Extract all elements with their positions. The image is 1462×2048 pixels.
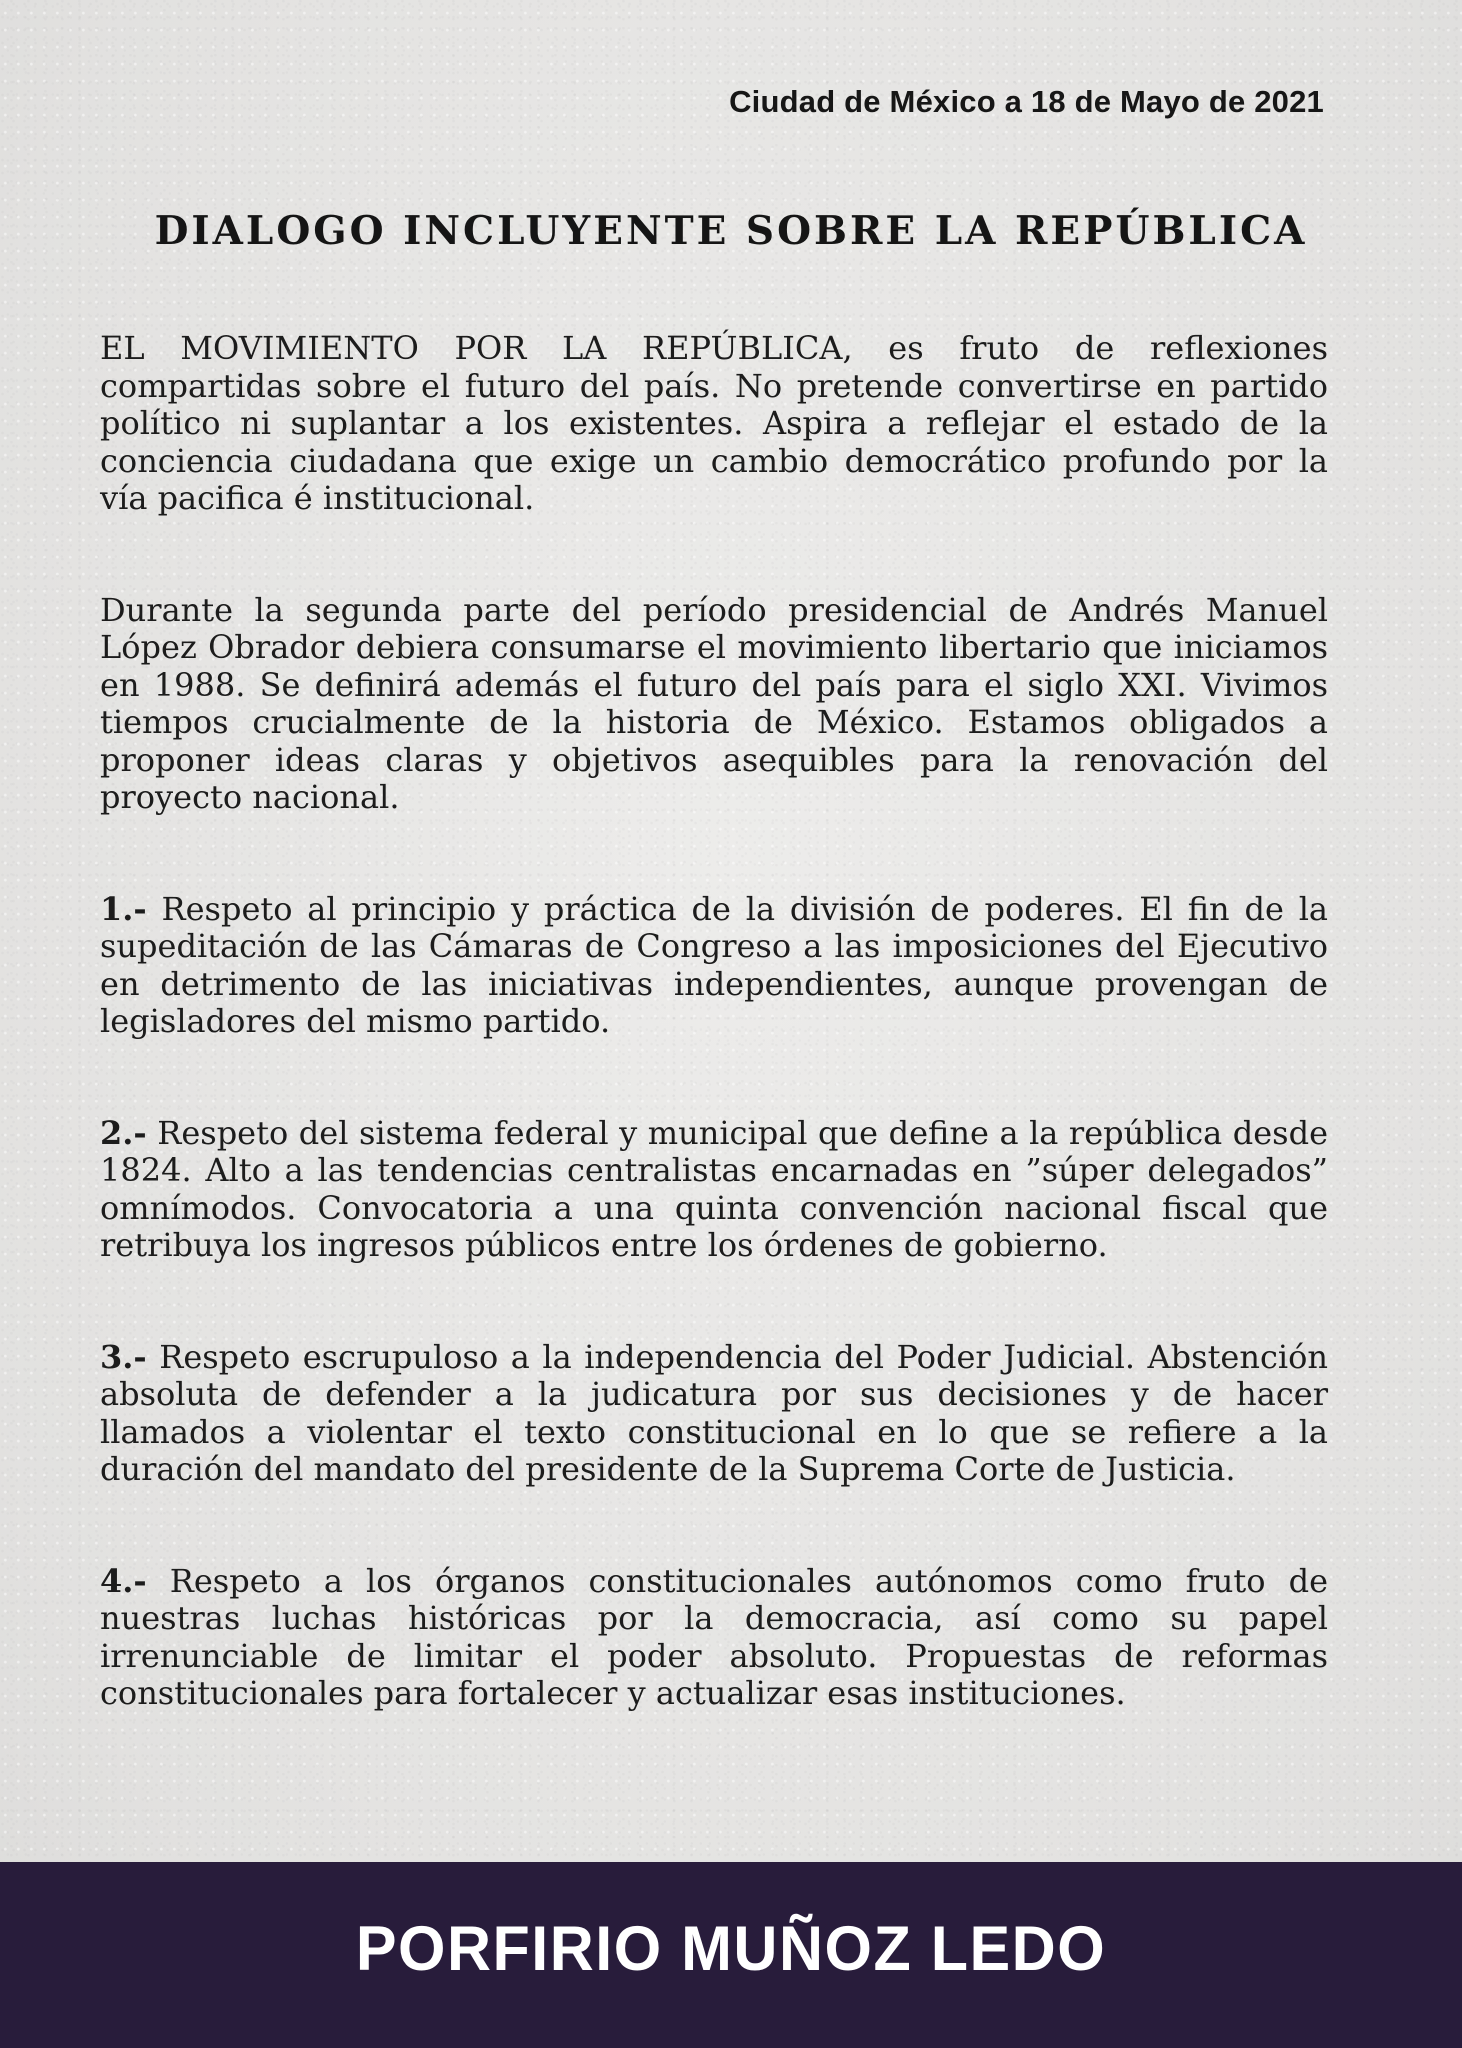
- paragraph-number: 3.-: [100, 1337, 147, 1376]
- paragraph-number: 2.-: [100, 1113, 147, 1152]
- paragraph-text: Respeto al principio y práctica de la división de poderes. El fin de la supeditación de las Cámaras de Congreso a las imposiciones del Ejecutivo en detrimento de las iniciativas independientes, aunque provengan de legisladores del mismo partido.: [100, 889, 1329, 1040]
- paragraph-text: Respeto a los órganos constitucionales autónomos como fruto de nuestras luchas históricas por la democracia, así como su papel irrenunciable de limitar el poder absoluto. Propuestas de reformas constitucionales para fortalecer y actualizar esas instituciones.: [100, 1561, 1329, 1712]
- signature-name: PORFIRIO MUÑOZ LEDO: [355, 1912, 1107, 1984]
- paragraph-text: Respeto escrupuloso a la independencia del Poder Judicial. Abstención absoluta de defender a la judicatura por sus decisiones y de hacer llamados a violentar el texto constitucional en lo que se refiere a la duración del mandato del presidente de la Suprema Corte de Justicia.: [100, 1337, 1329, 1488]
- date-line: Ciudad de México a 18 de Mayo de 2021: [729, 84, 1324, 119]
- document-title: DIALOGO INCLUYENTE SOBRE LA REPÚBLICA: [154, 208, 1308, 254]
- paragraph-item-1: [100, 891, 1328, 1041]
- paragraph-item-3: [100, 1339, 1328, 1489]
- paragraph-number: 1.-: [100, 889, 147, 928]
- paragraph-text: Durante la segunda parte del período presidencial de Andrés Manuel López Obrador debiera consumarse el movimiento libertario que iniciamos en 1988. Se definirá además el futuro del país para el siglo XXI. Vivimos tiempos crucialmente de la historia de México. Estamos obligados a proponer ideas claras y objetivos asequibles para la renovación del proyecto nacional.: [100, 590, 1328, 816]
- paragraph-item-2: [100, 1115, 1328, 1265]
- paragraph-text: EL MOVIMIENTO POR LA REPÚBLICA, es fruto de reflexiones compartidas sobre el futuro del país. No pretende convertirse en partido político ni suplantar a los existentes. Aspira a reflejar el estado de la conciencia ciudadana que exige un cambio democrático profundo por la vía pacifica é institucional.: [100, 329, 1328, 517]
- document-body: [100, 330, 1328, 1713]
- paragraph-text: Respeto del sistema federal y municipal que define a la república desde 1824. Alto a las tendencias centralistas encarnadas en ”súper delegados” omnímodos. Convocatoria a una quinta convención nacional fiscal que retribuya los ingresos públicos entre los órdenes de gobierno.: [100, 1113, 1329, 1264]
- paragraph-number: 4.-: [100, 1561, 147, 1600]
- signature-banner: [0, 1862, 1462, 2048]
- paragraph-item-4: [100, 1563, 1328, 1713]
- paragraph-intro-2: [100, 592, 1328, 817]
- paragraph-intro-1: [100, 330, 1328, 518]
